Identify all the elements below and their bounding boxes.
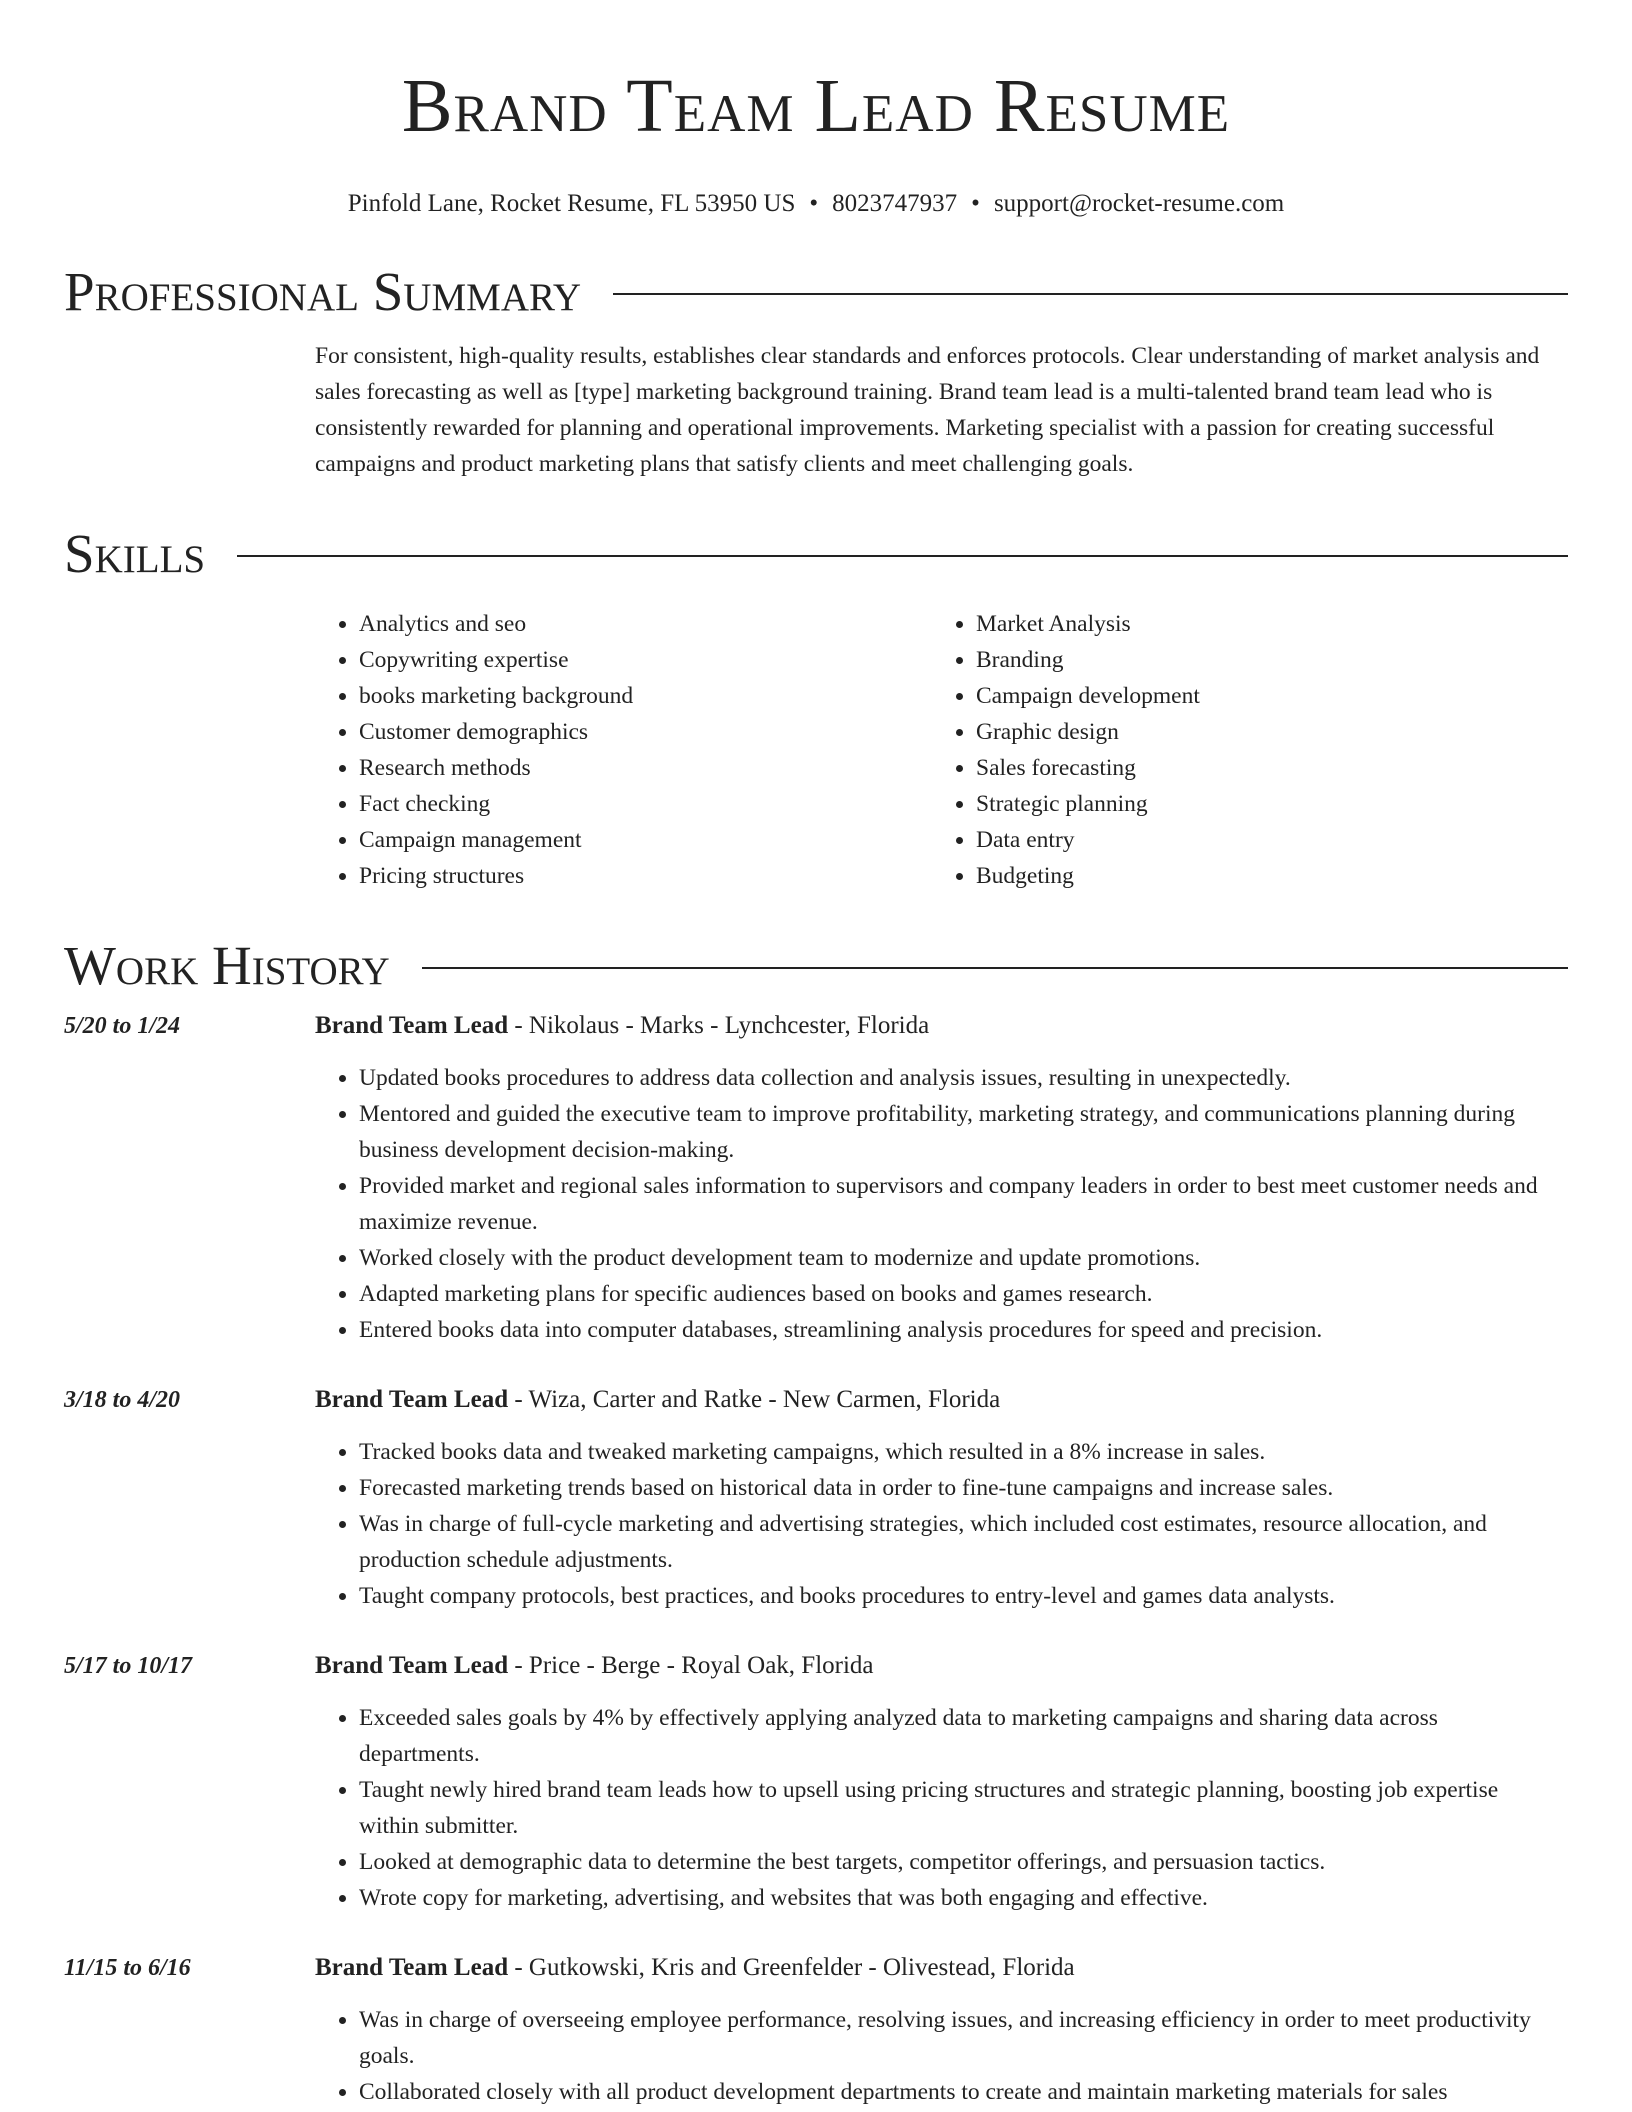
skills-section-header — [64, 522, 1568, 586]
work-section-header — [64, 934, 1568, 998]
contact-separator: • — [971, 190, 980, 217]
job-employer: - Gutkowski, Kris and Greenfelder - Olivestead, Florida — [508, 1954, 1075, 1981]
skills-heading: Skills — [64, 523, 206, 584]
section-divider — [422, 967, 1568, 969]
skill-item: • Copywriting expertise — [359, 642, 932, 678]
summary-heading: Professional Summary — [64, 261, 582, 322]
job-bullet: • Provided market and regional sales information to supervisors and company leaders in order to best meet customer needs and maximize revenue. — [359, 1168, 1568, 1240]
job-entry — [64, 1008, 1568, 1348]
skill-item: • Sales forecasting — [976, 750, 1549, 786]
job-bullet: • Updated books procedures to address data collection and analysis issues, resulting in unexpectedly. — [359, 1060, 1568, 1096]
job-bullet: • Tracked books data and tweaked marketing campaigns, which resulted in a 8% increase in sales. — [359, 1434, 1568, 1470]
job-bullet: • Worked closely with the product development team to modernize and update promotions. — [359, 1240, 1568, 1276]
job-employer: - Wiza, Carter and Ratke - New Carmen, Florida — [508, 1386, 1001, 1413]
job-bullet: • Mentored and guided the executive team to improve profitability, marketing strategy, and communications planning during business development decision-making. — [359, 1096, 1568, 1168]
job-bullets — [315, 1060, 1568, 1348]
section-divider — [613, 293, 1568, 295]
job-bullet: • Was in charge of overseeing employee performance, resolving issues, and increasing efficiency in order to meet productivity goals. — [359, 2002, 1568, 2074]
job-entry — [64, 1382, 1568, 1614]
job-bullet: • Exceeded sales goals by 4% by effectively applying analyzed data to marketing campaigns and sharing data across departments. — [359, 1700, 1568, 1772]
skills-column-left — [315, 606, 932, 894]
job-bullet: • Taught newly hired brand team leads how to upsell using pricing structures and strategic planning, boosting job expertise within submitter. — [359, 1772, 1568, 1844]
job-title-line — [315, 1950, 1568, 1986]
skill-item: • Analytics and seo — [359, 606, 932, 642]
job-bullet: • Looked at demographic data to determine the best targets, competitor offerings, and persuasion tactics. — [359, 1844, 1568, 1880]
contact-email: support@rocket-resume.com — [993, 190, 1285, 217]
job-role: Brand Team Lead — [315, 1386, 509, 1413]
job-dates: 3/18 to 4/20 — [64, 1387, 181, 1413]
contact-separator: • — [809, 190, 819, 217]
skill-item: • Pricing structures — [359, 858, 932, 894]
contact-phone: 8023747937 — [832, 190, 958, 217]
job-details — [315, 1008, 1568, 1348]
job-bullets — [315, 1700, 1568, 1916]
section-divider — [237, 555, 1568, 557]
contact-line — [64, 188, 1568, 220]
job-bullet: • Wrote copy for marketing, advertising, and websites that was both engaging and effective. — [359, 1880, 1568, 1916]
job-role: Brand Team Lead — [315, 1012, 509, 1039]
skill-item: • Campaign management — [359, 822, 932, 858]
job-dates: 5/17 to 10/17 — [64, 1653, 193, 1679]
skill-item: • Graphic design — [976, 714, 1549, 750]
job-bullet: • Taught company protocols, best practices, and books procedures to entry-level and games data analysts. — [359, 1578, 1568, 1614]
summary-text: For consistent, high-quality results, establishes clear standards and enforces protocols. Clear understanding of market analysis and sales forecasting as well as [type] marketing background training. Brand team lead is a multi-talented brand team lead who is consistently rewarded for planning and operational improvements. Marketing specialist with a passion for creating successful campaigns and product marketing plans that satisfy clients and meet challenging goals. — [315, 343, 1540, 477]
skills-list — [315, 606, 1568, 894]
job-dates: 11/15 to 6/16 — [64, 1955, 191, 1981]
skill-item: • Fact checking — [359, 786, 932, 822]
job-entry — [64, 1648, 1568, 1916]
summary-section-header — [64, 260, 1568, 324]
job-bullet: • Was in charge of full-cycle marketing and advertising strategies, which included cost estimates, resource allocation, and production schedule adjustments. — [359, 1506, 1568, 1578]
skill-item: • Customer demographics — [359, 714, 932, 750]
job-role: Brand Team Lead — [315, 1652, 509, 1679]
skill-item: • Market Analysis — [976, 606, 1549, 642]
job-bullet: • Adapted marketing plans for specific audiences based on books and games research. — [359, 1276, 1568, 1312]
job-bullet: • Entered books data into computer databases, streamlining analysis procedures for speed and precision. — [359, 1312, 1568, 1348]
skill-item: • Data entry — [976, 822, 1549, 858]
job-employer: - Price - Berge - Royal Oak, Florida — [508, 1652, 874, 1679]
job-details — [315, 1382, 1568, 1614]
job-bullet: • Collaborated closely with all product development departments to create and maintain marketing materials for sales — [359, 2074, 1568, 2110]
skill-item: • Budgeting — [976, 858, 1549, 894]
skill-item: • Strategic planning — [976, 786, 1549, 822]
job-employer: - Nikolaus - Marks - Lynchcester, Florida — [508, 1012, 930, 1039]
job-title-line — [315, 1648, 1568, 1684]
job-bullets — [315, 2002, 1568, 2110]
job-entry — [64, 1950, 1568, 2110]
skill-item: • Research methods — [359, 750, 932, 786]
work-heading: Work History — [64, 935, 390, 996]
job-details — [315, 1950, 1568, 2110]
job-title-line — [315, 1382, 1568, 1418]
job-title-line — [315, 1008, 1568, 1044]
skill-item: • Branding — [976, 642, 1549, 678]
job-bullets — [315, 1434, 1568, 1614]
skill-item: • Campaign development — [976, 678, 1549, 714]
job-bullet: • Forecasted marketing trends based on historical data in order to fine-tune campaigns and increase sales. — [359, 1470, 1568, 1506]
resume-title: Brand Team Lead Resume — [401, 64, 1231, 148]
job-role: Brand Team Lead — [315, 1954, 509, 1981]
contact-address: Pinfold Lane, Rocket Resume, FL 53950 US — [347, 190, 796, 217]
skill-item: • books marketing background — [359, 678, 932, 714]
skills-column-right — [932, 606, 1549, 894]
job-details — [315, 1648, 1568, 1916]
job-dates: 5/20 to 1/24 — [64, 1013, 181, 1039]
